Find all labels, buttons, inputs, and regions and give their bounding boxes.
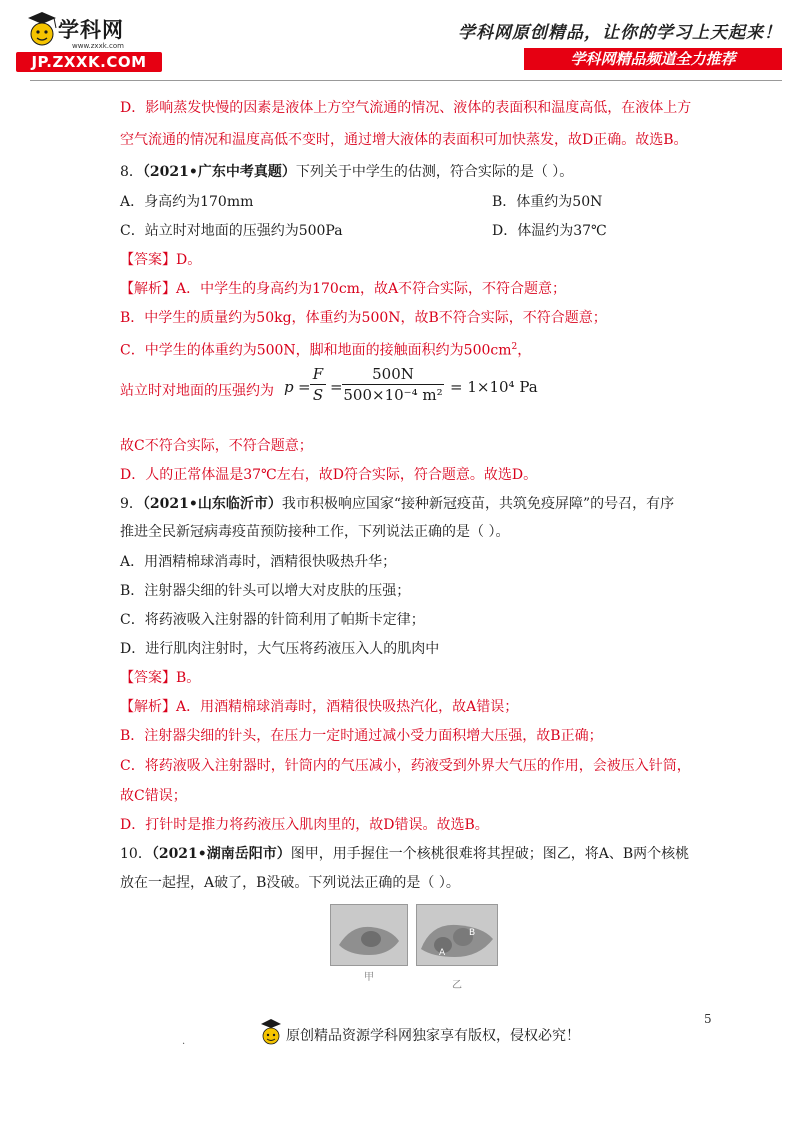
page-header — [0, 0, 800, 80]
answer: 【答案】D。 — [120, 252, 202, 268]
option-d: D．体温约为37℃ — [492, 223, 607, 239]
mascot-icon — [258, 1018, 284, 1050]
fraction-values — [342, 364, 444, 405]
option-d: D．进行肌肉注射时，大气压将药液压入人的肌肉中 — [120, 641, 440, 657]
question-text: 推进全民新冠病毒疫苗预防接种工作，下列说法正确的是（ ）。 — [120, 524, 510, 540]
logo-url-banner[interactable]: JP.ZXXK.COM — [16, 52, 162, 72]
explanation-line: B．注射器尖细的针头，在压力一定时通过减小受力面积增大压强，故B正确； — [120, 728, 603, 744]
photo-hand-single-walnut — [330, 904, 408, 966]
option-a: A．用酒精棉球消毒时，酒精很快吸热升华； — [120, 554, 397, 570]
explanation-line: B．中学生的质量约为50kg，体重约为500N，故B不符合实际，不符合题意； — [120, 310, 607, 326]
explanation-line: D．人的正常体温是37℃左右，故D符合实际，符合题意。故选D。 — [120, 467, 538, 483]
explanation-line: 故C错误； — [120, 788, 187, 804]
question-8 — [120, 162, 680, 182]
superscript: 2 — [511, 342, 518, 352]
logo — [14, 10, 164, 72]
option-c: C．站立时对地面的压强约为500Pa — [120, 223, 343, 239]
walnut-label-b: B — [469, 928, 476, 938]
footer-copyright: 原创精品资源学科网独家享有版权，侵权必究！ — [286, 1028, 580, 1044]
text-line: 空气流通的情况和温度高低不变时，通过增大液体的表面积可加快蒸发，故D正确。故选B。 — [120, 132, 688, 148]
explanation-line: 故C不符合实际，不符合题意； — [120, 438, 313, 454]
text-line: D．影响蒸发快慢的因素是液体上方空气流通的情况、液体的表面积和温度高低，在液体上方 — [120, 100, 692, 116]
question-source: （2021•广东中考真题） — [142, 164, 296, 180]
header-slogan: 学科网原创精品，让你的学习上天起来！ — [458, 23, 782, 43]
figure-label-a: 甲 — [364, 972, 374, 983]
numerator: 500N — [342, 364, 444, 385]
options-row — [120, 192, 680, 212]
question-10 — [120, 844, 690, 864]
hand-illustration — [331, 905, 407, 965]
header-divider — [30, 80, 782, 81]
formula-equals: = — [330, 378, 343, 396]
question-text: 放在一起捏，A破了，B没破。下列说法正确的是（ ）。 — [120, 875, 460, 891]
footer-dot: . — [182, 1036, 186, 1047]
option-b: B．注射器尖细的针头可以增大对皮肤的压强； — [120, 583, 411, 599]
explanation-line: 【解析】A．用酒精棉球消毒时，酒精很快吸热汽化，故A错误； — [120, 699, 519, 715]
formula-equals: = — [298, 378, 311, 396]
question-source: （2021•山东临沂市） — [142, 496, 282, 512]
question-text: 下列关于中学生的估测，符合实际的是（ ）。 — [295, 164, 574, 180]
option-a: A．身高约为170mm — [120, 194, 254, 210]
explanation-line: D．打针时是推力将药液压入肌肉里的，故D错误。故选B。 — [120, 817, 489, 833]
formula-result: = 1×10⁴ Pa — [450, 378, 538, 396]
formula-p: p — [284, 378, 294, 396]
question-text: 我市积极响应国家“接种新冠疫苗，共筑免疫屏障”的号召，有序 — [281, 496, 675, 512]
mascot-icon — [22, 10, 62, 54]
question-source: （2021•湖南岳阳市） — [151, 846, 291, 862]
question-number: 9． — [120, 496, 143, 512]
logo-subtext: www.zxxk.com — [72, 42, 124, 50]
page-number: 5 — [704, 1012, 712, 1026]
explanation-line — [120, 337, 680, 361]
question-text: 图甲，用手握住一个核桃很难将其捏破；图乙，将A、B两个核桃 — [290, 846, 690, 862]
header-tagline: 学科网精品频道全力推荐 — [524, 48, 782, 70]
question-number: 8． — [120, 164, 143, 180]
question-9 — [120, 494, 680, 514]
option-c: C．将药液吸入注射器的针筒利用了帕斯卡定律； — [120, 612, 425, 628]
explanation-prefix: 站立时对地面的压强约为 — [120, 383, 274, 399]
logo-text: 学科网 — [58, 18, 124, 42]
fraction-f-over-s — [310, 364, 326, 405]
question-number: 10． — [120, 846, 152, 862]
explanation-text: C．中学生的体重约为500N，脚和地面的接触面积约为500cm — [120, 342, 512, 359]
options-row — [120, 221, 680, 241]
numerator: F — [310, 364, 326, 385]
denominator: S — [312, 386, 324, 404]
explanation-line: C．将药液吸入注射器时，针筒内的气压减小，药液受到外界大气压的作用，会被压入针筒， — [120, 758, 691, 774]
answer: 【答案】B。 — [120, 670, 201, 686]
walnut-label-a: A — [439, 948, 446, 958]
figure-label-b: 乙 — [452, 980, 462, 991]
explanation-line: 【解析】A．中学生的身高约为170cm，故A不符合实际，不符合题意； — [120, 281, 567, 297]
denominator: 500×10⁻⁴ m² — [343, 386, 443, 404]
pressure-formula — [280, 364, 540, 414]
walnut-figure — [330, 904, 496, 991]
hand-illustration — [417, 905, 497, 965]
punctuation: ， — [517, 342, 532, 359]
photo-hand-two-walnuts — [416, 904, 498, 966]
option-b: B．体重约为50N — [492, 194, 603, 210]
